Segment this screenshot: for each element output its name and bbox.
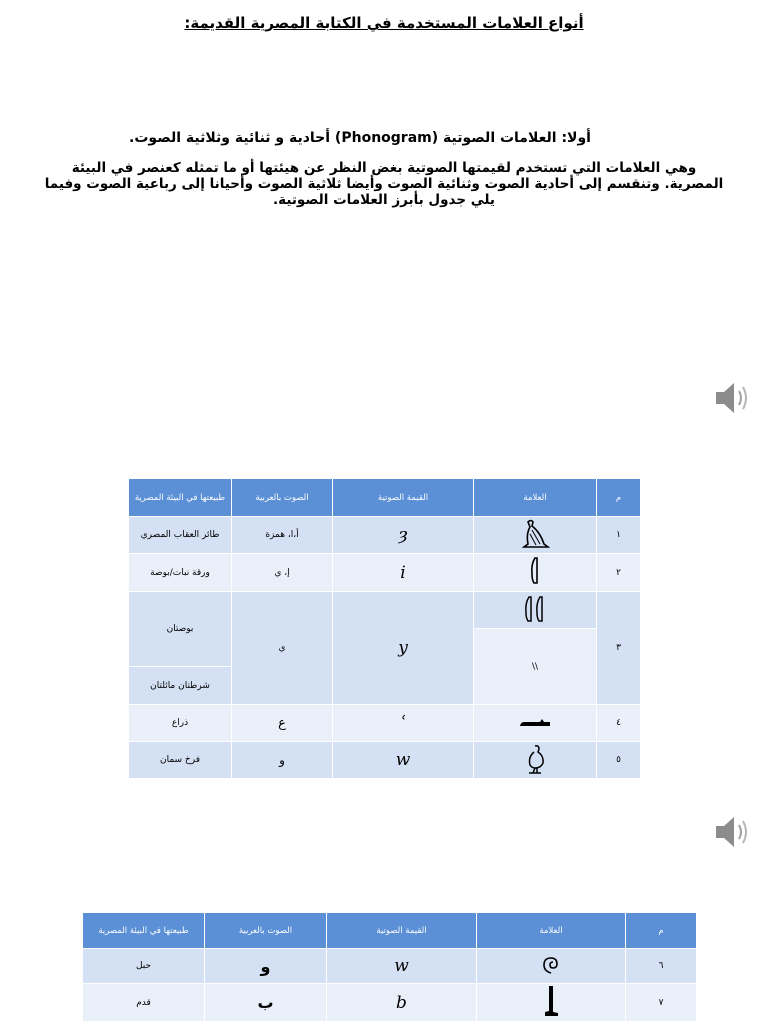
arabic-cell: إ، ي [232,554,333,592]
nature-cell: فرخ سمان [129,742,232,779]
table-row [129,742,641,779]
phonetic-cell: b [327,984,477,1022]
header-num: م [597,479,641,517]
reed-hieroglyph-icon [528,556,542,586]
double-reed-hieroglyph-icon [523,594,547,624]
nature-cell: ذراع [129,705,232,742]
vulture-hieroglyph-icon [520,518,550,550]
phonetic-cell: w [327,949,477,984]
nature-cell: شرطتان مائلتان [129,667,232,705]
header-num: م [626,913,697,949]
num-cell: ٢ [597,554,641,592]
phonetic-cell: i [333,554,474,592]
arabic-cell: ي [232,592,333,705]
nature-cell: طائر العقاب المصري [129,517,232,554]
sign-cell [477,984,626,1022]
nature-cell: بوصتان [129,592,232,667]
rope-coil-hieroglyph-icon [541,954,561,976]
phonogram-table-2 [82,912,697,1022]
header-arabic: الصوت بالعربية [232,479,333,517]
forearm-hieroglyph-icon [518,715,552,729]
sign-cell [474,517,597,554]
num-cell: ٥ [597,742,641,779]
num-cell: ١ [597,517,641,554]
table-row [129,705,641,742]
sign-cell [474,554,597,592]
intro-paragraph: وهي العلامات التي تستخدم لقيمتها الصوتية بغض النظر عن هيئتها أو ما تمثله كعنصر في البيئة المصرية. وتنقسم إلى أحادية الصوت وثنائية الصوت وأيضا ثلاثية الصوت وأحيانا إلى رباعية الصوت وفيما يلي جدول بأبرز العلامات الصوتية. [44,160,724,208]
quail-chick-hieroglyph-icon [523,743,547,775]
sign-cell [474,705,597,742]
table-row [129,554,641,592]
nature-cell: قدم [83,984,205,1022]
sign-cell [477,949,626,984]
phonogram-table-1 [128,478,641,779]
header-nature: طبيعتها في البيئة المصرية [129,479,232,517]
arabic-cell: ب [205,984,327,1022]
table-row [83,949,697,984]
nature-cell: حبل [83,949,205,984]
sign-cell: \\ [474,629,597,705]
num-cell: ٦ [626,949,697,984]
num-cell: ٣ [597,592,641,705]
speaker-icon[interactable] [712,812,752,852]
sign-cell [474,592,597,629]
header-nature: طبيعتها في البيئة المصرية [83,913,205,949]
table-row [129,592,641,629]
header-sign: العلامة [474,479,597,517]
nature-cell: ورقة نبات/بوصة [129,554,232,592]
phonetic-cell: ʿ [333,705,474,742]
foot-hieroglyph-icon [541,984,561,1018]
num-cell: ٧ [626,984,697,1022]
table-row [83,984,697,1022]
sign-cell [474,742,597,779]
phonetic-cell: y [333,592,474,705]
phonetic-cell: w [333,742,474,779]
table-row [129,517,641,554]
arabic-cell: ع [232,705,333,742]
arabic-cell: أ،ا، همزة [232,517,333,554]
arabic-cell: و [205,949,327,984]
header-phonetic: القيمة الصوتية [327,913,477,949]
section-heading: أولا: العلامات الصوتية (Phonogram) أحادية و ثنائية وثلاثية الصوت. [129,130,591,146]
header-phonetic: القيمة الصوتية [333,479,474,517]
header-arabic: الصوت بالعربية [205,913,327,949]
header-sign: العلامة [477,913,626,949]
page-title: أنواع العلامات المستخدمة في الكتابة المصرية القديمة: [184,14,584,32]
arabic-cell: و [232,742,333,779]
phonetic-cell: ȝ [333,517,474,554]
speaker-icon[interactable] [712,378,752,418]
num-cell: ٤ [597,705,641,742]
